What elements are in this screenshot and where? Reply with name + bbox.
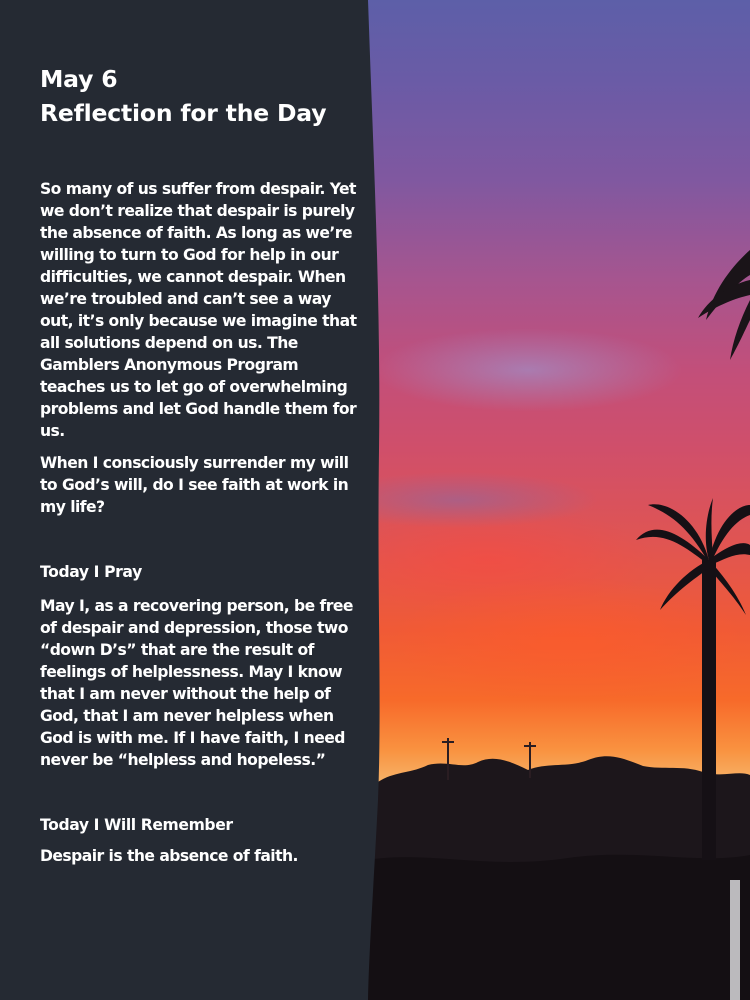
pray-heading: Today I Pray bbox=[40, 563, 142, 581]
sunset-photo bbox=[368, 0, 750, 1000]
ground-shadow bbox=[368, 855, 750, 1000]
title-label: Reflection for the Day bbox=[40, 99, 327, 127]
remember-text: Despair is the absence of faith. bbox=[40, 847, 298, 865]
reflection-question: When I consciously surrender my will to God’s will, do I see faith at work in my life? bbox=[40, 454, 349, 516]
pray-text: May I, as a recovering person, be free of despair and depression, those two “down D’s” that are the result of feelings of helplessness. May I know that I am never without the help of God, that I am never helpless when God is with me. If I have faith, I need never be “helpless and hopeless.” bbox=[40, 597, 353, 769]
reflection-content bbox=[40, 62, 360, 867]
palm-frond-icon bbox=[698, 250, 750, 360]
silhouette-layer bbox=[368, 0, 750, 1000]
date-label: May 6 bbox=[40, 65, 118, 93]
lamp-post-icon bbox=[730, 880, 740, 1000]
page-title bbox=[40, 62, 360, 130]
remember-heading: Today I Will Remember bbox=[40, 816, 233, 834]
reflection-text: So many of us suffer from despair. Yet we don’t realize that despair is purely the absence of faith. As long as we’re willing to turn to God for help in our difficulties, we cannot despair. When we’re troubled and can’t see a way out, it’s only because we imagine that all solutions depend on us. The Gamblers Anonymous Program teaches us to let go of overwhelming problems and let God handle them for us. bbox=[40, 180, 357, 440]
